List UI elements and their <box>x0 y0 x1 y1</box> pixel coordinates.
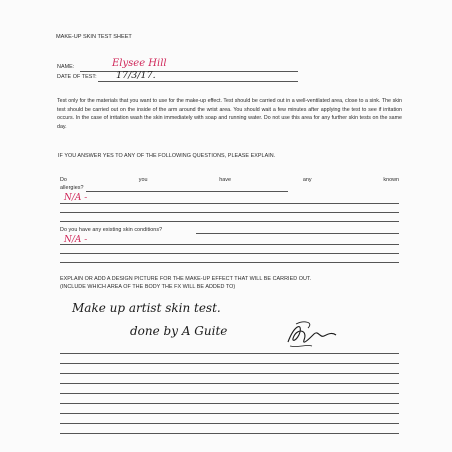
blank-line <box>60 403 399 404</box>
date-value: 17/3/17. <box>116 70 156 81</box>
q1-answer: N/A - <box>64 193 88 203</box>
q1-word: any <box>302 177 312 183</box>
name-label: NAME: <box>57 64 75 70</box>
q2-answer: N/A - <box>64 235 88 245</box>
handwritten-note-1: Make up artist skin test. <box>72 301 221 315</box>
date-label: DATE OF TEST: <box>57 74 97 80</box>
q1-word: Do <box>60 177 67 183</box>
q1-word: have <box>219 177 231 183</box>
blank-line <box>60 353 399 354</box>
handwritten-note-2: done by A Guite <box>130 324 228 338</box>
signature-drawing <box>284 318 344 352</box>
explain-line-1: EXPLAIN OR ADD A DESIGN PICTURE FOR THE MAKE-UP EFFECT THAT WILL BE CARRIED OUT. <box>60 276 312 282</box>
blank-line <box>60 383 399 384</box>
answer-line <box>60 203 399 204</box>
q1-word: known <box>383 177 399 183</box>
question-allergies <box>60 177 399 183</box>
blank-line <box>60 363 399 364</box>
blank-line <box>60 413 399 414</box>
answer-line <box>60 212 399 213</box>
blank-line <box>60 393 399 394</box>
intro-paragraph: Test only for the materials that you want to use for the make-up effect. Test should be carried out in a well-ventilated area, close to a sink. The skin test should be carried out on the inside of the arm around the wrist area. You should wait a few minutes after applying the test to see if irritation occurs. In the case of irritation wash the skin immediately with soap and running water. Do not use this area for any further skin tests on the same day. <box>57 98 402 130</box>
blank-line <box>60 423 399 424</box>
question-skin-conditions: Do you have any existing skin conditions? <box>60 227 163 233</box>
name-underline <box>80 71 298 72</box>
sheet-title: MAKE-UP SKIN TEST SHEET <box>56 34 132 40</box>
q1-underline <box>86 191 288 192</box>
answer-line <box>60 253 399 254</box>
blank-line <box>60 433 399 434</box>
blank-line <box>60 373 399 374</box>
answer-line <box>60 244 399 245</box>
q1-tail: allergies? <box>60 185 84 191</box>
q2-underline <box>196 233 399 234</box>
q1-word: you <box>138 177 148 183</box>
yes-instruction: IF YOU ANSWER YES TO ANY OF THE FOLLOWING QUESTIONS, PLEASE EXPLAIN. <box>58 153 276 159</box>
date-underline <box>98 81 298 82</box>
name-value: Elysee Hill <box>112 58 167 69</box>
explain-line-2: (INCLUDE WHICH AREA OF THE BODY THE FX WILL BE ADDED TO) <box>60 284 236 290</box>
answer-line <box>60 262 399 263</box>
answer-line <box>60 221 399 222</box>
